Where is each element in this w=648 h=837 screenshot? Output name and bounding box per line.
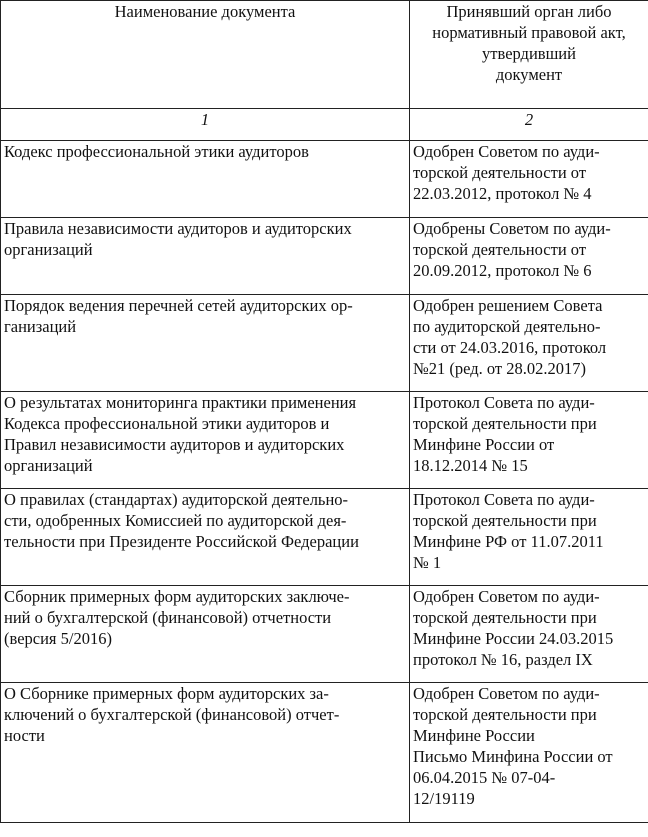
- document-name-cell: О Сборнике примерных форм аудиторских за- ключений о бухгалтерской (финансовой) отчет- ности: [1, 683, 410, 823]
- document-name-cell: Правила независимости аудиторов и аудиторских организаций: [1, 218, 410, 295]
- document-name-cell: О результатах мониторинга практики применения Кодекса профессиональной этики аудиторов и Правил независимости аудиторов и аудиторских организаций: [1, 392, 410, 489]
- document-name-cell: Порядок ведения перечней сетей аудиторских ор- ганизаций: [1, 295, 410, 392]
- column-number: 2: [410, 109, 648, 141]
- table-row: [1, 489, 648, 586]
- header-row: [1, 1, 648, 109]
- authority-cell: Одобрен решением Совета по аудиторской деятельно- сти от 24.03.2016, протокол №21 (ред. от 28.02.2017): [410, 295, 648, 392]
- table-row: [1, 392, 648, 489]
- column-number: 1: [1, 109, 410, 141]
- table-row: [1, 295, 648, 392]
- document-name-cell: О правилах (стандартах) аудиторской деятельно- сти, одобренных Комиссией по аудиторской дея- тельности при Президенте Российской Федерации: [1, 489, 410, 586]
- authority-cell: Одобрен Советом по ауди- торской деятельности при Минфине России Письмо Минфина России от 06.04.2015 № 07-04- 12/19119: [410, 683, 648, 823]
- authority-cell: Протокол Совета по ауди- торской деятельности при Минфине России от 18.12.2014 № 15: [410, 392, 648, 489]
- document-name-cell: Сборник примерных форм аудиторских заключе- ний о бухгалтерской (финансовой) отчетности (версия 5/2016): [1, 586, 410, 683]
- authority-cell: Одобрен Советом по ауди- торской деятельности при Минфине России 24.03.2015 протокол № 16, раздел IX: [410, 586, 648, 683]
- authority-cell: Одобрены Советом по ауди- торской деятельности от 20.09.2012, протокол № 6: [410, 218, 648, 295]
- table-row: [1, 586, 648, 683]
- table-row: [1, 683, 648, 823]
- table-row: [1, 141, 648, 218]
- authority-cell: Одобрен Советом по ауди- торской деятельности от 22.03.2012, протокол № 4: [410, 141, 648, 218]
- authority-cell: Протокол Совета по ауди- торской деятельности при Минфине РФ от 11.07.2011 № 1: [410, 489, 648, 586]
- table-row: [1, 218, 648, 295]
- header-authority: Принявший орган либо нормативный правовой акт, утвердивший документ: [410, 1, 648, 109]
- header-document-name: Наименование документа: [1, 1, 410, 109]
- column-number-row: [1, 109, 648, 141]
- document-name-cell: Кодекс профессиональной этики аудиторов: [1, 141, 410, 218]
